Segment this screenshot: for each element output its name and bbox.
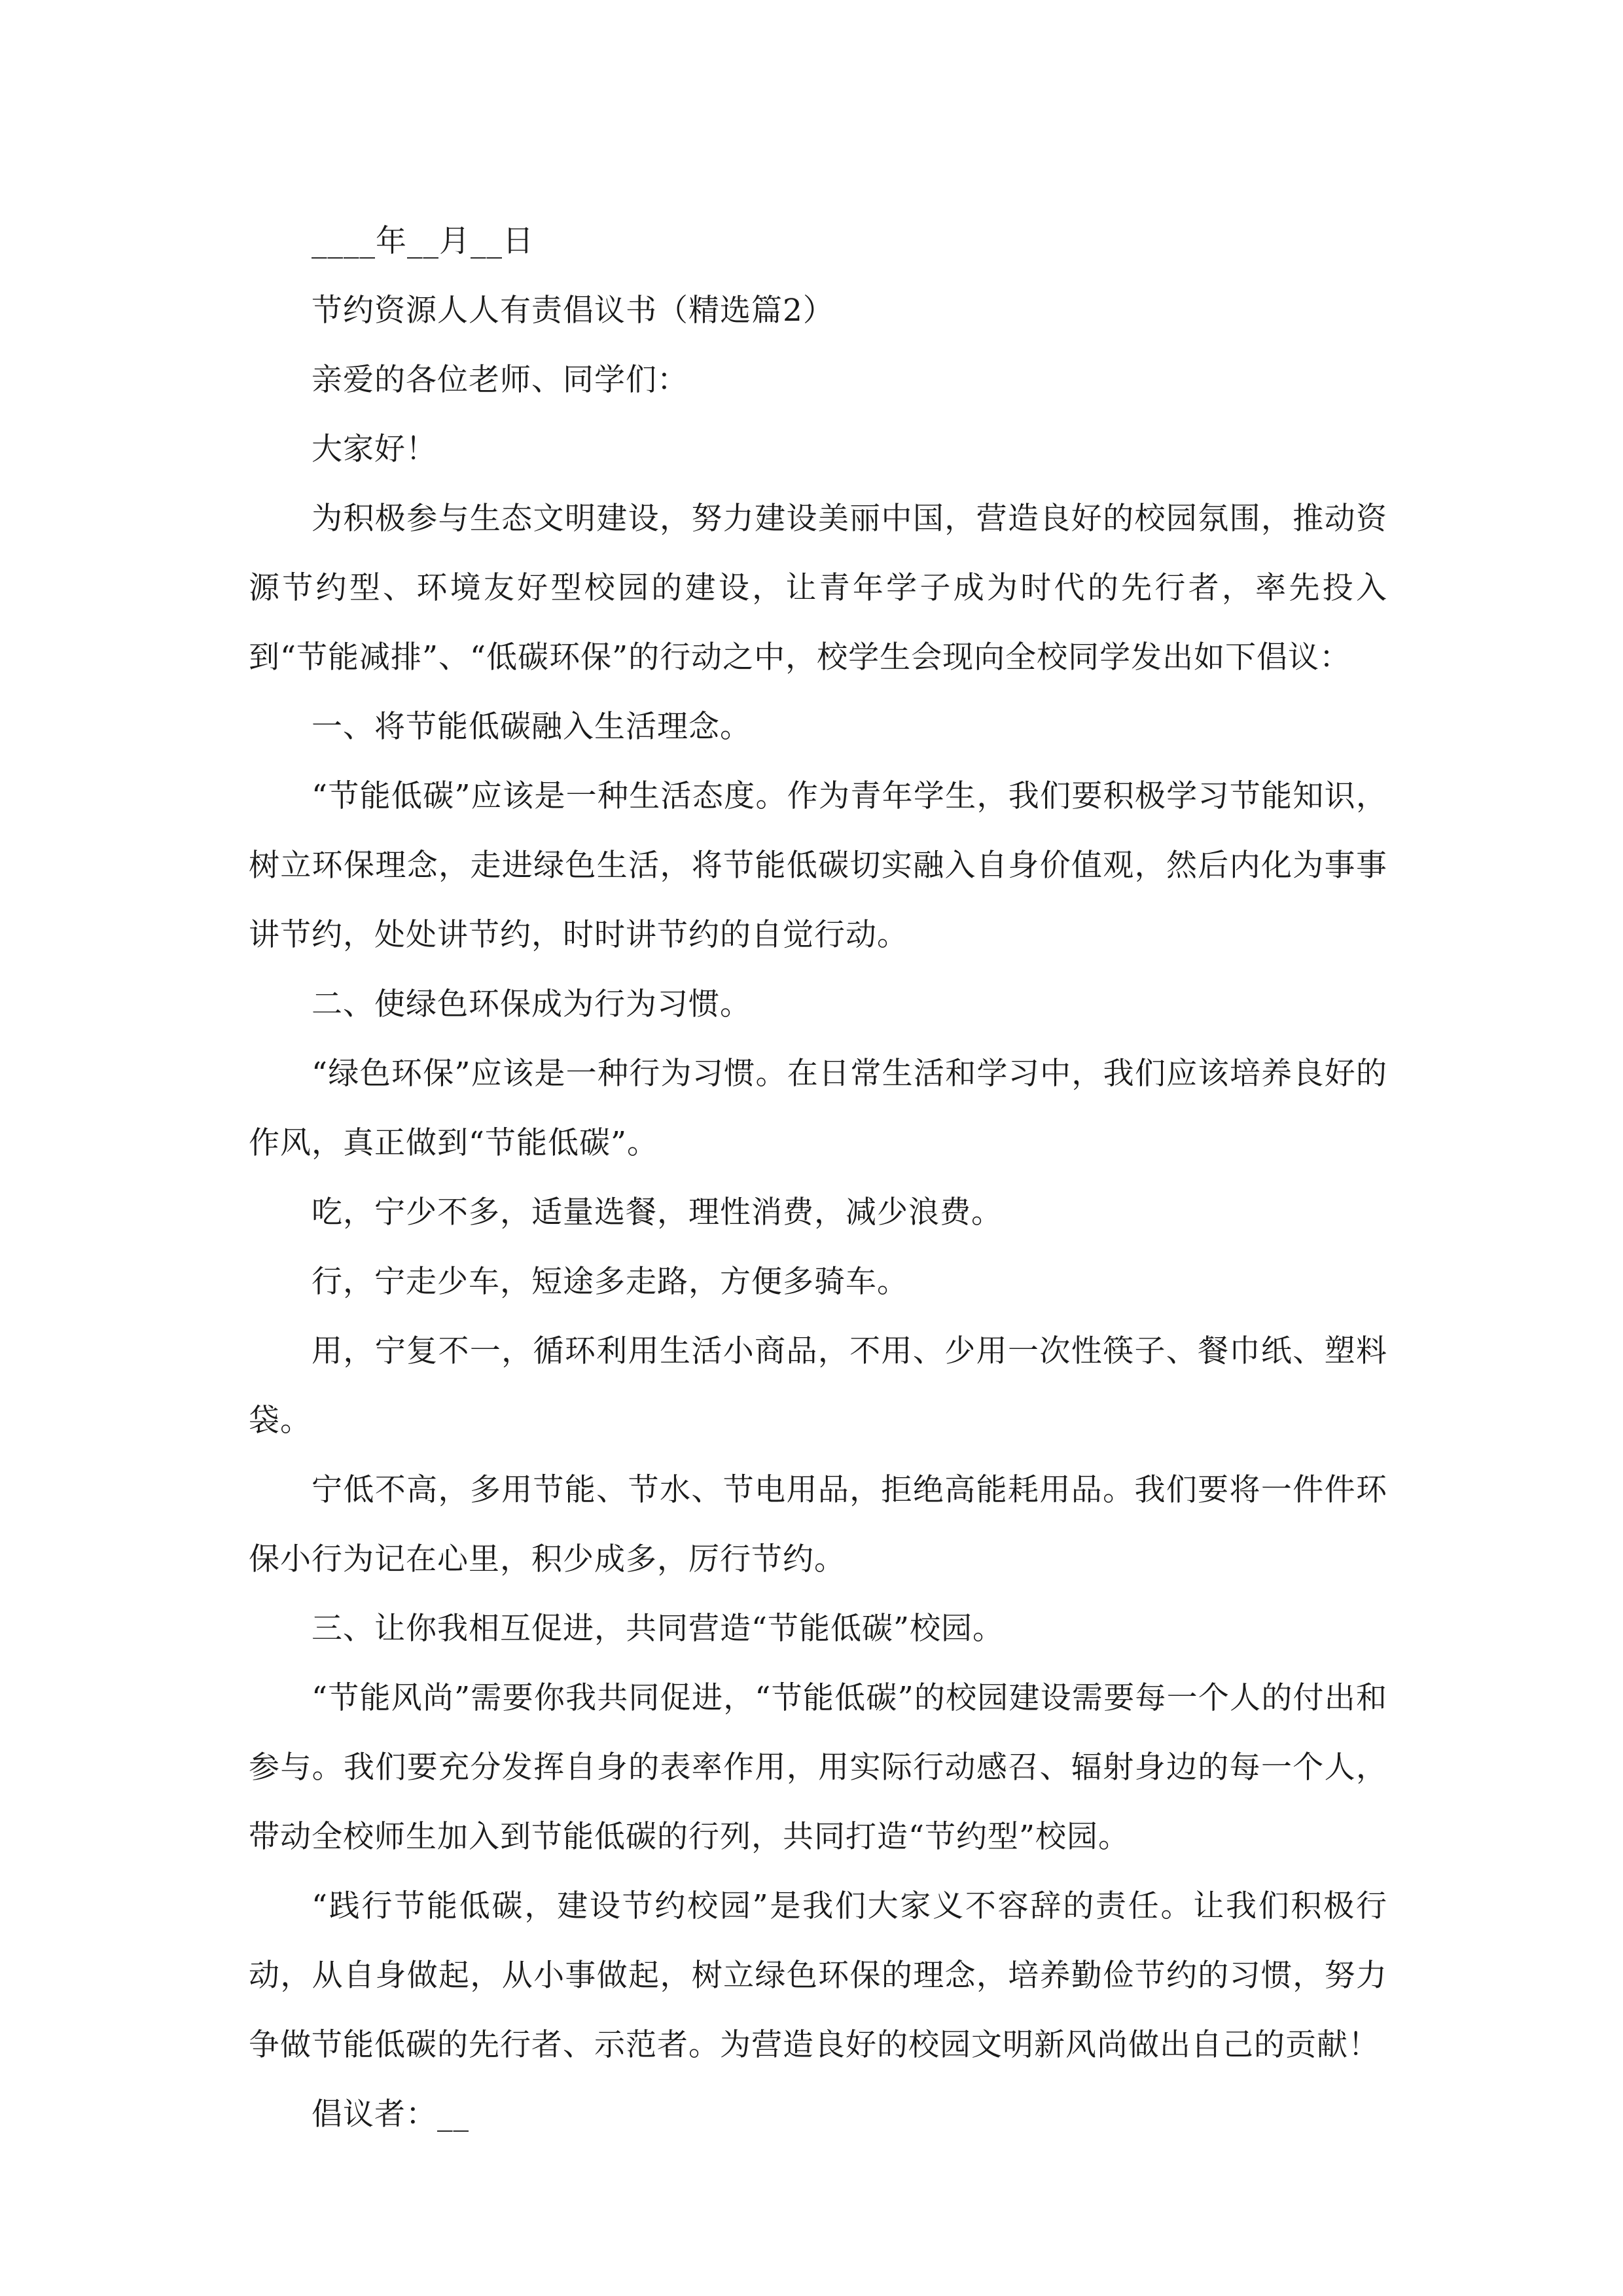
item-use: 用，宁复不一，循环利用生活小商品，不用、少用一次性筷子、餐巾纸、塑料袋。 (249, 1333, 1387, 1439)
signature-line: 倡议者：__ (312, 2096, 469, 2132)
item-travel: 行，宁走少车，短途多走路，方便多骑车。 (312, 1264, 908, 1300)
section-2-body: “绿色环保”应该是一种行为习惯。在日常生活和学习中，我们应该培养良好的作风，真正做到“节能低碳”。 (249, 1056, 1387, 1161)
closing-paragraph: “践行节能低碳，建设节约校园”是我们大家义不容辞的责任。让我们积极行动，从自身做起，从小事做起，树立绿色环保的理念，培养勤俭节约的习惯，努力争做节能低碳的先行者、示范者。为营造良好的校园文明新风尚做出自己的贡献！ (249, 1888, 1387, 2063)
section-1-heading: 一、将节能低碳融入生活理念。 (312, 709, 751, 745)
greeting: 大家好！ (312, 431, 437, 467)
section-1-body: “节能低碳”应该是一种生活态度。作为青年学生，我们要积极学习节能知识，树立环保理念，走进绿色生活，将节能低碳切实融入自身价值观，然后内化为事事讲节约，处处讲节约，时时讲节约的自觉行动。 (249, 778, 1387, 953)
date-line: ____年__月__日 (312, 223, 534, 259)
document-title: 节约资源人人有责倡议书（精选篇2） (312, 293, 834, 329)
intro-paragraph: 为积极参与生态文明建设，努力建设美丽中国，营造良好的校园氛围，推动资源节约型、环境友好型校园的建设，让青年学子成为时代的先行者，率先投入到“节能减排”、“低碳环保”的行动之中，校学生会现向全校同学发出如下倡议： (249, 501, 1387, 675)
item-eat: 吃，宁少不多，适量选餐，理性消费，减少浪费。 (312, 1194, 1003, 1230)
section-3-heading: 三、让你我相互促进，共同营造“节能低碳”校园。 (312, 1611, 1005, 1647)
item-energy: 宁低不高，多用节能、节水、节电用品，拒绝高能耗用品。我们要将一件件环保小行为记在心里，积少成多，厉行节约。 (249, 1472, 1387, 1577)
document-body (249, 207, 1387, 2149)
section-2-heading: 二、使绿色环保成为行为习惯。 (312, 986, 751, 1022)
section-3-body: “节能风尚”需要你我共同促进，“节能低碳”的校园建设需要每一个人的付出和参与。我们要充分发挥自身的表率作用，用实际行动感召、辐射身边的每一个人，带动全校师生加入到节能低碳的行列，共同打造“节约型”校园。 (249, 1680, 1387, 1855)
salutation: 亲爱的各位老师、同学们： (312, 362, 688, 398)
